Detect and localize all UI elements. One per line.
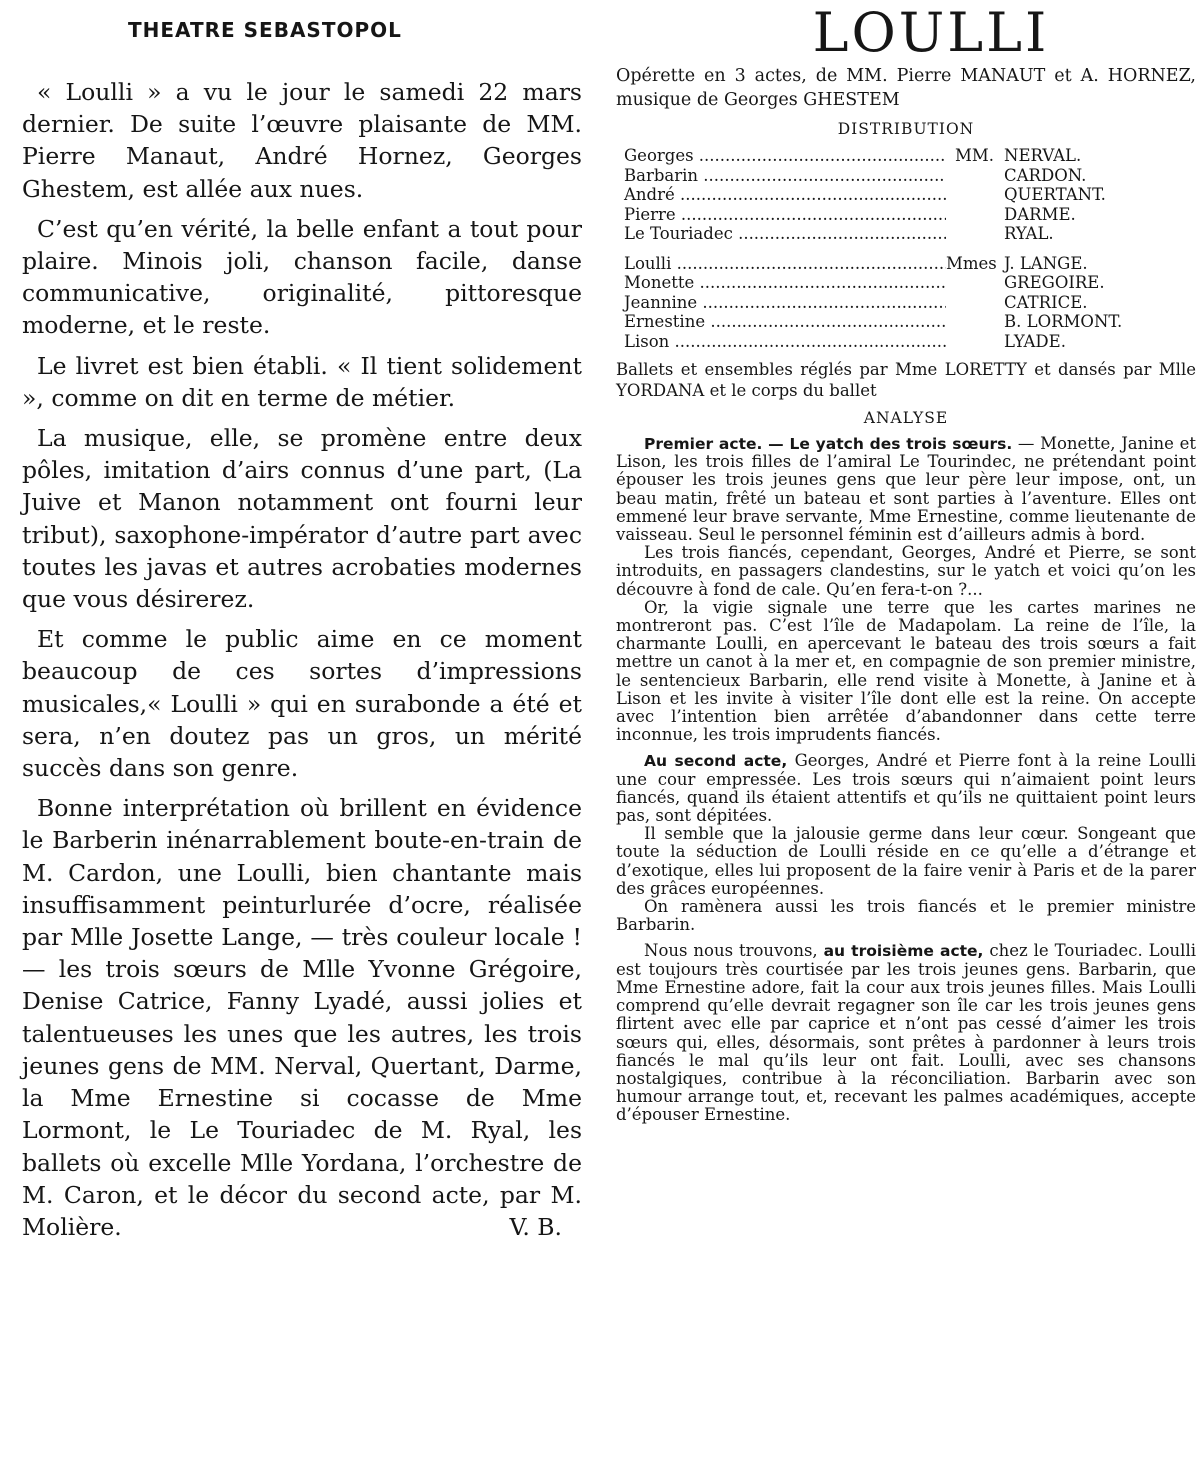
review-signature: V. B. <box>509 1212 562 1241</box>
operetta-subtitle: Opérette en 3 actes, de MM. Pierre MANAUT et A. HORNEZ, musique de Georges GHESTEM <box>616 66 1196 110</box>
analysis-body <box>616 435 1196 1125</box>
review-paragraph-2: C’est qu’en vérité, la belle enfant a tout pour plaire. Minois joli, chanson facile, danse communicative, originalité, pittoresque moderne, et le reste. <box>22 214 582 340</box>
cast-actor: QUERTANT. <box>1004 185 1106 204</box>
cast-actor: CATRICE. <box>1004 292 1088 312</box>
review-paragraph-6 <box>22 792 582 1243</box>
distribution-heading: DISTRIBUTION <box>837 120 975 138</box>
cast-actor: J. LANGE. <box>1004 253 1088 273</box>
review-paragraph-1: « Loulli » a vu le jour le samedi 22 mars dernier. De suite l’œuvre plaisante de MM. Pierre Manaut, André Hornez, Georges Ghestem, est allée aux nues. <box>22 78 582 203</box>
cast-honorific <box>946 205 1004 225</box>
cast-row <box>616 254 1196 274</box>
cast-list <box>616 146 1196 351</box>
cast-actor: NERVAL. <box>1004 146 1082 165</box>
ballet-note: Ballets et ensembles réglés par Mme LORETTY et dansés par Mlle YORDANA et le corps du ballet <box>616 360 1196 400</box>
act2-text: Georges, André et Pierre font à la reine Loulli une cour empressée. Les trois sœurs qui n’aimaient point leurs fiancés, quand ils étaient attentifs et qu’ils ne quittaient point leurs pas, sont dépitées. <box>616 751 1196 826</box>
review-paragraph-5: Et comme le public aime en ce moment beaucoup de ces sortes d’impressions musicales,« Loulli » qui en surabonde a été et sera, n’en doutez pas un gros, un mérité succès dans son genre. <box>22 625 582 783</box>
analysis-heading: ANALYSE <box>863 409 949 427</box>
theatre-heading: THEATRE SEBASTOPOL <box>128 18 402 42</box>
cast-honorific <box>946 224 1004 244</box>
cast-honorific <box>946 332 1004 352</box>
act3-intro: Nous nous trouvons, <box>644 941 824 961</box>
cast-role: Barbarin ..... <box>616 166 946 186</box>
act2-label: Au second acte, <box>644 752 788 771</box>
act2-paragraph-2: Il semble que la jalousie germe dans leur cœur. Songeant que toute la séduction de Loulli réside en ce qu’elle a d’étrange et d’exotique, elles lui proposent de la faire venir à Paris et de la parer des grâces européennes. <box>616 824 1196 898</box>
cast-row <box>616 293 1196 313</box>
cast-role: Ernestine ..... <box>616 312 946 332</box>
cast-actor: B. LORMONT. <box>1004 312 1123 331</box>
cast-role: Jeannine ..... <box>616 293 946 313</box>
cast-actor: GREGOIRE. <box>1004 273 1105 292</box>
cast-row <box>616 205 1196 225</box>
cast-row <box>616 146 1196 166</box>
cast-role: Lison ..... <box>616 332 946 352</box>
cast-role: Le Touriadec ..... <box>616 224 946 244</box>
act1-text: — Monette, Janine et Lison, les trois filles de l’amiral Le Tourindec, ne prétendant point épouser les trois jeunes gens que leur père leur impose, ont, un beau matin, frêté un bateau et sont parties à l’aventure. Elles ont emmené leur brave servante, Mme Ernestine, comme lieutenante de vaisseau. Seul le personnel féminin est d’ailleurs admis à bord. <box>616 434 1196 545</box>
cast-row <box>616 166 1196 186</box>
cast-honorific: MM. <box>954 146 994 165</box>
cast-actor: CARDON. <box>1004 165 1087 185</box>
review-paragraph-3: Le livret est bien établi. « Il tient solidement », comme on dit en terme de métier. <box>22 351 582 412</box>
cast-role: André ..... <box>616 185 946 205</box>
cast-actor: RYAL. <box>1004 224 1054 243</box>
cast-actor: LYADE. <box>1004 331 1066 351</box>
review-paragraph-6-text: Bonne interprétation où brillent en évidence le Barberin inénarrablement boute-en-train de M. Cardon, une Loulli, bien chantante mais insuffisamment peinturlurée d’ocre, réalisée par Mlle Josette Lange, — très couleur locale ! — les trois sœurs de Mlle Yvonne Grégoire, Denise Catrice, Fanny Lyadé, aussi jolies et talentueuses les unes que les autres, les trois jeunes gens de MM. Nerval, Quertant, Darme, la Mme Ernestine si cocasse de Mme Lormont, le Le Touriadec de M. Ryal, les ballets où excelle Mlle Yordana, l’orchestre de M. Caron, et le décor du second acte, par M. Molière. <box>22 794 582 1241</box>
cast-honorific <box>946 166 1004 186</box>
cast-honorific <box>946 312 1004 332</box>
right-column <box>616 0 1196 1133</box>
act3-paragraph <box>616 942 1196 1124</box>
act1-paragraph-3: Or, la vigie signale une terre que les cartes marines ne montreront pas. C’est l’île de Madapolam. La reine de l’île, la charmante Loulli, en apercevant le bateau des trois sœurs a fait mettre un canot à la mer et, en compagnie de son premier ministre, le sentencieux Barbarin, elle rend visite à Monette, à Janine et à Lison et les invite à visiter l’île dont elle est la reine. On accepte avec l’intention bien arrêtée d’abandonner dans cette terre inconnue, les trois imprudents fiancés. <box>616 597 1196 745</box>
cast-honorific <box>946 185 1004 205</box>
cast-honorific <box>946 293 1004 313</box>
cast-honorific <box>946 273 1004 293</box>
act3-label: au troisième acte, <box>823 942 984 961</box>
act1-paragraph-2: Les trois fiancés, cependant, Georges, André et Pierre, se sont introduits, en passagers clandestins, sur le yatch et voici qu’on les découvre à fond de cale. Qu’en fera-t-on ?... <box>616 543 1196 599</box>
act2-paragraph <box>616 752 1196 825</box>
act3-text: chez le Touriadec. Loulli est toujours très courtisée par les trois jeunes gens. Barbarin, que Mme Ernestine adore, fait la cour aux trois jeunes filles. Mais Loulli comprend qu’elle devrait regagner son île car les trois jeunes gens flirtent avec elle par caprice et n’ont pas cessé d’aimer les trois sœurs qui, elles, désormais, sont prêtes à pardonner à leurs trois fiancés le mal qu’ils leur ont fait. Loulli, avec ses chansons nostalgiques, contribue à la réconciliation. Barbarin avec son humour arrange tout, et, recevant les palmes académiques, accepte d’épouser Ernestine. <box>616 941 1196 1125</box>
cast-row <box>616 332 1196 352</box>
cast-role: Monette ..... <box>616 273 946 293</box>
cast-row <box>616 224 1196 244</box>
cast-role: Georges ..... <box>616 146 946 166</box>
cast-role: Loulli ..... <box>616 254 946 274</box>
act1-paragraph <box>616 435 1196 544</box>
cast-row <box>616 273 1196 293</box>
operetta-title: LOULLI <box>812 1 1050 64</box>
cast-row <box>616 185 1196 205</box>
left-column <box>22 0 582 1251</box>
act1-label: Premier acte. — Le yatch des trois sœurs. <box>644 435 1013 453</box>
cast-row <box>616 312 1196 332</box>
cast-actor: DARME. <box>1004 204 1076 224</box>
cast-honorific: Mmes <box>946 253 997 273</box>
cast-role: Pierre ..... <box>616 205 946 225</box>
review-paragraph-4: La musique, elle, se promène entre deux pôles, imitation d’airs connus d’une part, (La Juive et Manon notamment ont fourni leur tribut), saxophone-impérator d’autre part avec toutes les javas et autres acrobaties modernes que vous désirerez. <box>22 424 582 614</box>
act2-paragraph-3: On ramènera aussi les trois fiancés et le premier ministre Barbarin. <box>616 897 1196 935</box>
review-body <box>22 76 582 1243</box>
cast-divider <box>616 244 1196 254</box>
